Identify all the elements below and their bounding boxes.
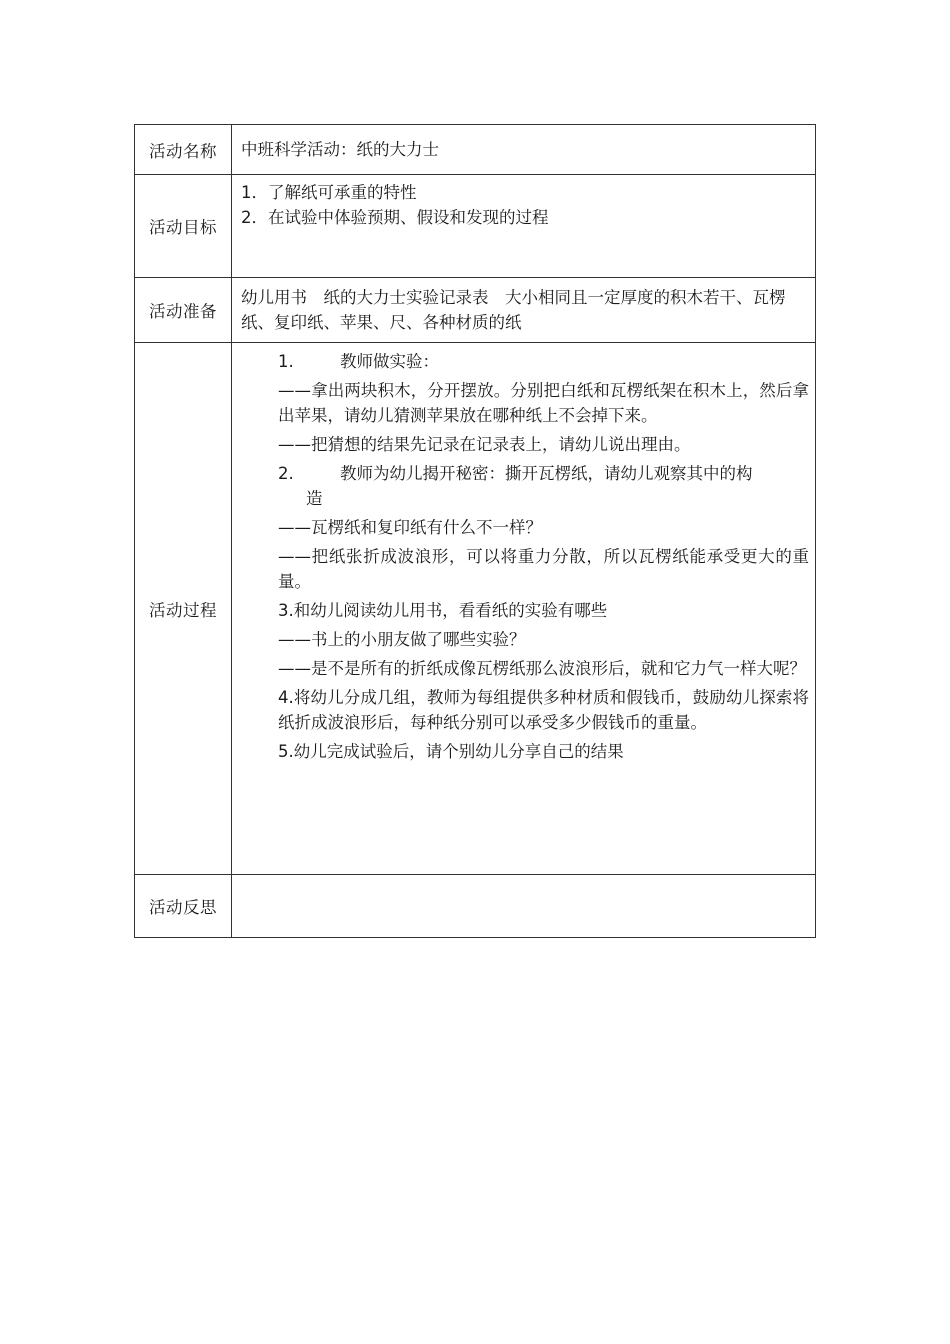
process-paragraph: ——是不是所有的折纸成像瓦楞纸那么波浪形后，就和它力气一样大呢？ xyxy=(278,659,806,678)
step-number: 2. xyxy=(278,464,294,483)
goal-item: 1．了解纸可承重的特性 xyxy=(241,183,417,202)
process-paragraph: ——把猜想的结果先记录在记录表上，请幼儿说出理由。 xyxy=(278,435,691,454)
process-step-1 xyxy=(278,349,809,374)
activity-prep-value: 幼儿用书 纸的大力士实验记录表 大小相同且一定厚度的积木若干、瓦楞纸、复印纸、苹果、尺、各种材质的纸 xyxy=(232,278,816,343)
process-paragraph: ——书上的小朋友做了哪些实验？ xyxy=(278,630,526,649)
activity-reflection-label: 活动反思 xyxy=(135,875,232,938)
process-step-3: 3.和幼儿阅读幼儿用书，看看纸的实验有哪些 xyxy=(278,601,608,620)
step-text: 教师为幼儿揭开秘密：撕开瓦楞纸，请幼儿观察其中的构 xyxy=(340,464,753,483)
process-step-2 xyxy=(278,461,809,511)
row-activity-reflection xyxy=(135,875,816,938)
activity-name-label: 活动名称 xyxy=(135,125,232,175)
step-text: 教师做实验： xyxy=(340,352,439,371)
row-activity-process xyxy=(135,343,816,875)
row-activity-name xyxy=(135,125,816,175)
process-paragraph: ——瓦楞纸和复印纸有什么不一样？ xyxy=(278,518,542,537)
activity-process-value xyxy=(232,343,816,875)
lesson-plan-table xyxy=(134,124,816,938)
activity-process-label: 活动过程 xyxy=(135,343,232,875)
process-step-5: 5.幼儿完成试验后，请个别幼儿分享自己的结果 xyxy=(278,742,624,761)
step-text-continued: 造 xyxy=(306,489,323,508)
activity-prep-label: 活动准备 xyxy=(135,278,232,343)
row-activity-prep xyxy=(135,278,816,343)
activity-name-value: 中班科学活动：纸的大力士 xyxy=(232,125,816,175)
process-paragraph: ——把纸张折成波浪形，可以将重力分散，所以瓦楞纸能承受更大的重量。 xyxy=(278,547,809,591)
activity-goals-value xyxy=(232,175,816,278)
process-step-4: 4.将幼儿分成几组，教师为每组提供多种材质和假钱币，鼓励幼儿探索将纸折成波浪形后，每种纸分别可以承受多少假钱币的重量。 xyxy=(278,688,809,732)
row-activity-goals xyxy=(135,175,816,278)
activity-reflection-value xyxy=(232,875,816,938)
step-number: 1. xyxy=(278,352,294,371)
activity-goals-label: 活动目标 xyxy=(135,175,232,278)
process-paragraph: ——拿出两块积木，分开摆放。分别把白纸和瓦楞纸架在积木上，然后拿出苹果，请幼儿猜测苹果放在哪种纸上不会掉下来。 xyxy=(278,381,809,425)
goal-item: 2．在试验中体验预期、假设和发现的过程 xyxy=(241,208,549,227)
